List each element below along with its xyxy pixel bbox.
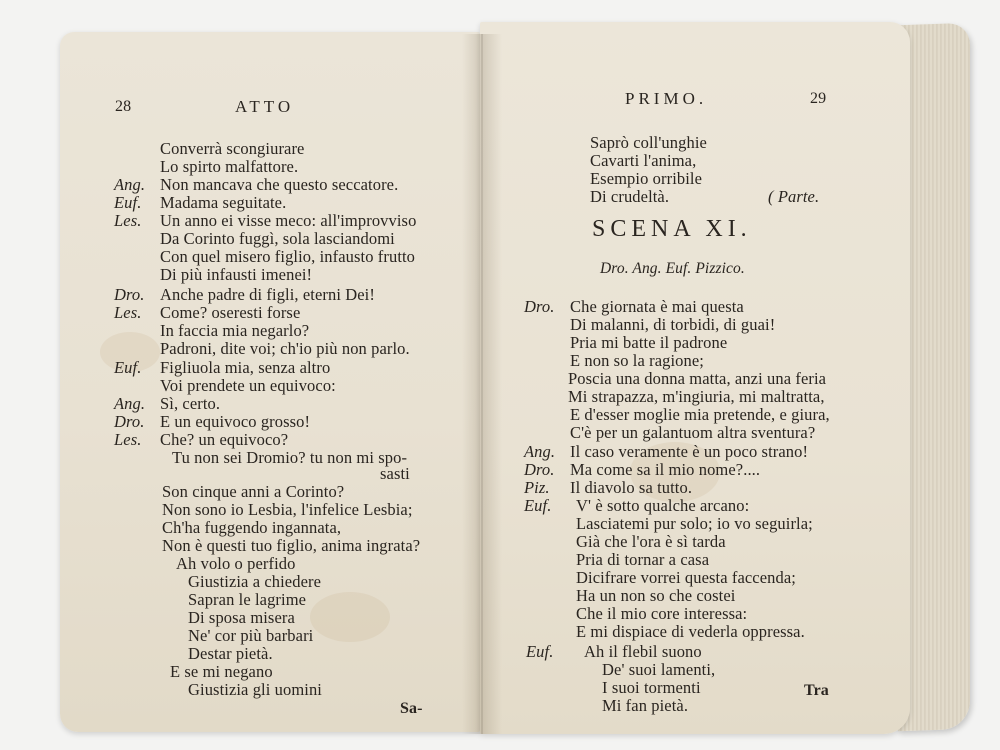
speaker-label: Euf. bbox=[114, 193, 142, 212]
speaker-label: Les. bbox=[114, 211, 142, 230]
speaker-label: Ang. bbox=[524, 442, 556, 461]
verse-line: E d'esser moglie mia pretende, e giura, bbox=[570, 405, 830, 424]
left-page bbox=[60, 32, 480, 732]
verse-line: Son cinque anni a Corinto? bbox=[162, 482, 345, 501]
verse-line: Di crudeltà. bbox=[590, 187, 670, 206]
open-book bbox=[52, 14, 972, 734]
scene-title: SCENA XI. bbox=[592, 216, 752, 242]
left-catchword: Sa- bbox=[400, 700, 423, 717]
verse-line: Già che l'ora è sì tarda bbox=[576, 532, 726, 551]
verse-line: Voi prendete un equivoco: bbox=[160, 376, 336, 395]
verse-line: Anche padre di figli, eterni Dei! bbox=[160, 285, 375, 304]
verse-line: Giustizia a chiedere bbox=[188, 572, 322, 591]
verse-line: Il diavolo sa tutto. bbox=[570, 478, 693, 497]
verse-line: Ah il flebil suono bbox=[584, 642, 702, 661]
verse-line: I suoi tormenti bbox=[602, 678, 701, 697]
speaker-label: Euf. bbox=[526, 642, 554, 661]
speaker-label: Euf. bbox=[114, 358, 142, 377]
foxing-stain bbox=[310, 592, 390, 642]
verse-line: Di sposa misera bbox=[188, 608, 295, 627]
verse-line: E non so la ragione; bbox=[570, 351, 704, 370]
verse-line: Figliuola mia, senza altro bbox=[160, 358, 331, 377]
verse-line: De' suoi lamenti, bbox=[602, 660, 716, 679]
speaker-label: Dro. bbox=[114, 285, 145, 304]
verse-line: Che? un equivoco? bbox=[160, 430, 289, 449]
verse-line: Ha un non so che costei bbox=[576, 586, 736, 605]
scene-persons: Dro. Ang. Euf. Pizzico. bbox=[600, 260, 745, 277]
right-page bbox=[480, 22, 910, 734]
verse-line: Sì, certo. bbox=[160, 394, 221, 413]
verse-line: Lasciatemi pur solo; io vo seguirla; bbox=[576, 514, 813, 533]
verse-line: Pria mi batte il padrone bbox=[570, 333, 728, 352]
verse-line: Saprò coll'unghie bbox=[590, 133, 707, 152]
speaker-label: Ang. bbox=[114, 175, 146, 194]
verse-line: Non è questi tuo figlio, anima ingrata? bbox=[162, 536, 421, 555]
verse-line: E se mi negano bbox=[170, 662, 273, 681]
verse-line: Giustizia gli uomini bbox=[188, 680, 322, 699]
speaker-label: Dro. bbox=[524, 297, 555, 316]
speaker-label: Les. bbox=[114, 430, 142, 449]
verse-line: Tu non sei Dromio? tu non mi spo- bbox=[172, 448, 408, 467]
stage-direction: ( Parte. bbox=[768, 187, 820, 206]
verse-line: Lo spirto malfattore. bbox=[160, 157, 299, 176]
book-gutter bbox=[462, 34, 502, 734]
speaker-label: Euf. bbox=[524, 496, 552, 515]
verse-line-turnover: sasti bbox=[380, 464, 410, 483]
left-page-number: 28 bbox=[115, 98, 132, 115]
verse-line: Cavarti l'anima, bbox=[590, 151, 697, 170]
verse-line: In faccia mia negarlo? bbox=[160, 321, 310, 340]
right-page-number: 29 bbox=[810, 90, 827, 107]
verse-line: V' è sotto qualche arcano: bbox=[576, 496, 750, 515]
right-catchword: Tra bbox=[804, 682, 829, 699]
verse-line: Come? oseresti forse bbox=[160, 303, 301, 322]
verse-line: Padroni, dite voi; ch'io più non parlo. bbox=[160, 339, 410, 358]
verse-line: Dicifrare vorrei questa faccenda; bbox=[576, 568, 796, 587]
right-running-head: PRIMO. bbox=[625, 89, 708, 108]
verse-line: Con quel misero figlio, infausto frutto bbox=[160, 247, 416, 266]
verse-line: Mi fan pietà. bbox=[602, 696, 689, 715]
verse-line: C'è per un galantuom altra sventura? bbox=[570, 423, 816, 442]
verse-line: Madama seguitate. bbox=[160, 193, 287, 212]
speaker-label: Les. bbox=[114, 303, 142, 322]
verse-line: Ch'ha fuggendo ingannata, bbox=[162, 518, 342, 537]
verse-line: Il caso veramente è un poco strano! bbox=[570, 442, 809, 461]
verse-line: Esempio orribile bbox=[590, 169, 703, 188]
verse-line: Ah volo o perfido bbox=[176, 554, 296, 573]
left-running-head: ATTO bbox=[235, 97, 295, 116]
verse-line: Da Corinto fuggì, sola lasciandomi bbox=[160, 229, 395, 248]
verse-line: Non mancava che questo seccatore. bbox=[160, 175, 399, 194]
verse-line: Mi strapazza, m'ingiuria, mi maltratta, bbox=[568, 387, 825, 406]
verse-line: Di più infausti imenei! bbox=[160, 265, 313, 284]
verse-line: E un equivoco grosso! bbox=[160, 412, 311, 431]
verse-line: Ma come sa il mio nome?.... bbox=[570, 460, 761, 479]
verse-line: Non sono io Lesbia, l'infelice Lesbia; bbox=[162, 500, 413, 519]
speaker-label: Piz. bbox=[524, 478, 550, 497]
speaker-label: Dro. bbox=[114, 412, 145, 431]
verse-line: Poscia una donna matta, anzi una feria bbox=[568, 369, 827, 388]
speaker-label: Ang. bbox=[114, 394, 146, 413]
verse-line: Un anno ei visse meco: all'improvviso bbox=[160, 211, 417, 230]
verse-line: Converrà scongiurare bbox=[160, 139, 305, 158]
verse-line: Ne' cor più barbari bbox=[188, 626, 314, 645]
speaker-label: Dro. bbox=[524, 460, 555, 479]
verse-line: Di malanni, di torbidi, di guai! bbox=[570, 315, 776, 334]
verse-line: Pria di tornar a casa bbox=[576, 550, 710, 569]
verse-line: E mi dispiace di vederla oppressa. bbox=[576, 622, 805, 641]
verse-line: Destar pietà. bbox=[188, 644, 273, 663]
verse-line: Sapran le lagrime bbox=[188, 590, 307, 609]
verse-line: Che giornata è mai questa bbox=[570, 297, 744, 316]
verse-line: Che il mio core interessa: bbox=[576, 604, 748, 623]
